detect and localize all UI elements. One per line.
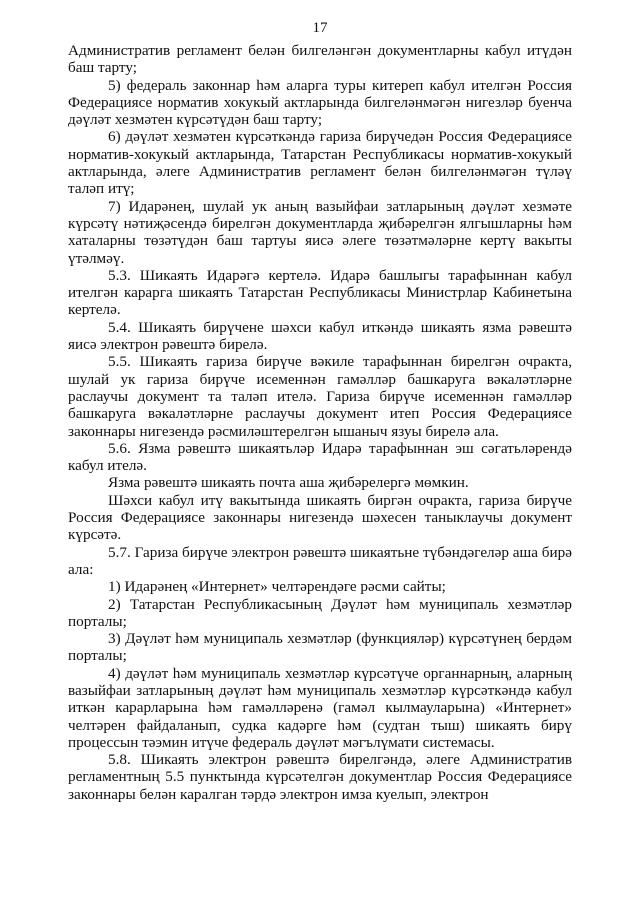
paragraph: 1) Идарәнең «Интернет» челтәрендәге рәсми сайты;: [108, 578, 446, 596]
paragraph: 5) федераль законнар һәм аларга туры китереп кабул ителгән Россия Федерациясе норматив хокукый актларында билгеләнмәгән нигезләр буенча дәүләт хезмәтен күрсәтүдән баш тарту;: [68, 76, 572, 129]
paragraph: 7) Идарәнең, шулай ук аның вазыйфаи затларының дәүләт хезмәте күрсәтү нәтиҗәсендә бирелгән документларда җибәрелгән ялгышларны һәм хаталарны төзәтүдән баш тартуы яисә әлеге төзәтмәләрне кертү вакыты үтәлмәү.: [68, 197, 572, 267]
paragraph: 5.5. Шикаять гариза бирүче вәкиле тарафыннан бирелгән очракта, шулай ук гариза бирүче исеменнән гамәлләр башкаруга вәкаләтләрне раслаучы документ та таләп ителә. Гариза бирүче исеменнән гамәлләр башкаруга вәкаләтләрне раслаучы документ итеп Россия Федерациясе законнары нигезендә рәсмиләштерелгән ышаныч язуы бирелә ала.: [68, 353, 572, 440]
paragraph: Шәхси кабул итү вакытында шикаять биргән очракта, гариза бирүче Россия Федерациясе законнары нигезендә шәхесен таныклаучы документ күрсәтә.: [68, 491, 572, 544]
paragraph: Административ регламент белән билгеләнгән документларны кабул итүдән баш тарту;: [68, 42, 572, 77]
page-number: 17: [312, 20, 328, 36]
paragraph: 4) дәүләт һәм муниципаль хезмәтләр күрсәтүче органнарның, аларның вазыйфаи затларының дәүләт һәм муниципаль хезмәтләр күрсәткәндә кабул иткән карарларына һәм гамәлләренә (гамәл кылмауларына) «Интернет» челтәрен файдаланып, судка кадәрге һәм (судтан тыш) шикаять бирү процессын тәэмин итүче федераль дәүләт мәгълүмати системасы.: [68, 664, 572, 751]
paragraph: Язма рәвештә шикаять почта аша җибәрелергә мөмкин.: [108, 474, 469, 492]
paragraph: 3) Дәүләт һәм муниципаль хезмәтләр (функцияләр) күрсәтүнең бердәм порталы;: [68, 630, 572, 665]
paragraph: 5.8. Шикаять электрон рәвештә бирелгәндә, әлеге Административ регламентның 5.5 пунктында күрсәтелгән документлар Россия Федерациясе законнары белән каралган тәрдә электрон имза куелып, электрон: [68, 751, 572, 803]
paragraph: 5.7. Гариза бирүче электрон рәвештә шикаятьне түбәндәгеләр аша бирә ала:: [68, 543, 572, 578]
paragraph: 5.6. Язма рәвештә шикаятьләр Идарә тарафыннан эш сәгатьләрендә кабул ителә.: [68, 439, 572, 475]
document-body: [68, 42, 572, 803]
paragraph: 6) дәүләт хезмәтен күрсәткәндә гариза бирүчедән Россия Федерациясе норматив-хокукый актларында, Татарстан Республикасы норматив-хокукый актларында, әлеге Административ регламент белән билгеләнмәгән түләү таләп итү;: [68, 128, 572, 198]
paragraph: 5.4. Шикаять бирүчене шәхси кабул иткәндә шикаять язма рәвештә яисә электрон рәвештә бирелә.: [68, 318, 572, 354]
paragraph: 2) Татарстан Республикасының Дәүләт һәм муниципаль хезмәтләр порталы;: [68, 595, 572, 630]
paragraph: 5.3. Шикаять Идарәгә кертелә. Идарә башлыгы тарафыннан кабул ителгән карарга шикаять Татарстан Республикасы Министрлар Кабинетына кертелә.: [68, 266, 572, 319]
